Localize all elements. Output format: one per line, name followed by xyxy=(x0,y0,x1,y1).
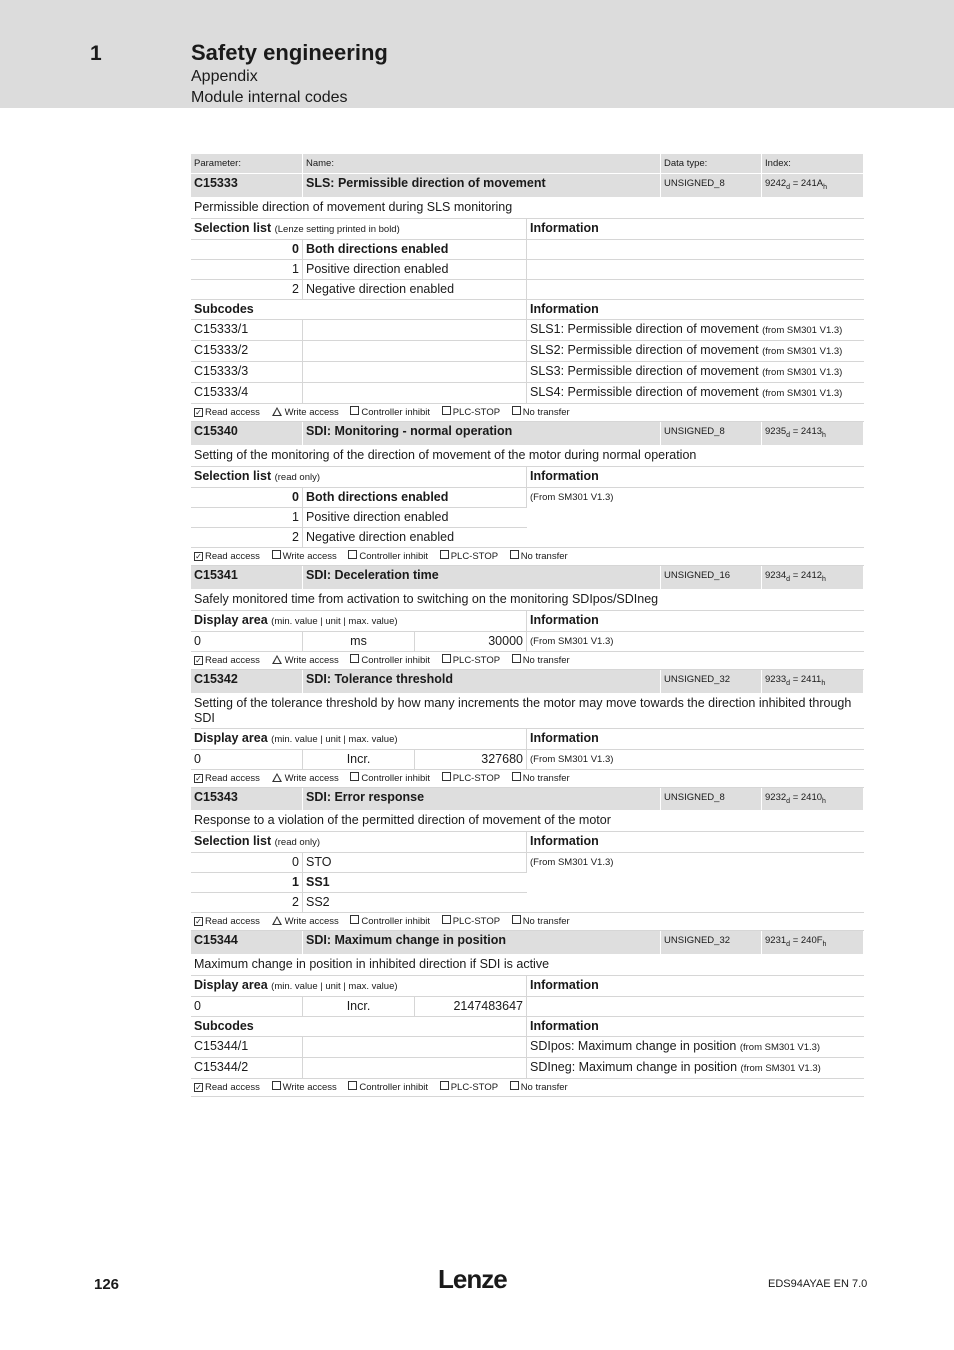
parameter-title-row: C15343 SDI: Error response UNSIGNED_8 $9232_d = 2410_h$ xyxy=(191,788,864,812)
selection-option: 1 Positive direction enabled xyxy=(191,508,864,528)
checkbox-icon xyxy=(350,915,359,924)
access-flags-row: ✓ Read access Write access Controller inhibit PLC-STOP No transfer xyxy=(191,770,864,788)
subcode-row: C15344/2 SDIneg: Maximum change in position (from SM301 V1.3) xyxy=(191,1058,864,1079)
parameter-description: Maximum change in position in inhibited direction if SDI is active xyxy=(191,955,864,976)
checkbox-icon xyxy=(350,406,359,415)
subcodes-heading: Subcodes xyxy=(191,300,527,320)
parameter-tables: Parameter: Name: Data type: Index: C15333 SLS: Permissible direction of movement UNSIGNED_8 $9242_d = 241A_h$ Permissible direction of movement during SLS monitoring Selection list (Lenze setting printed in bold) Information 0 Both directions enabled 1 Positive direction enabled 2 Negative direction enabled Subcodes Information C15333/1 SLS1: Permissible direction of movement (from SM301 V1.3) C15333/2 SLS2: Permissible direction of movement (from SM301 V1.3) C15333/3 SLS3: Permissible direction of movement (from SM301 V1.3) C15333/4 SLS4: Permissible direction of movement (from SM301 V1.3) ✓ Read access Write access Controller inhibit PLC-STOP No transfer C15340 SDI: Monitoring - normal operation UNSIGNED_8 $9235_d = 2413_h$ Setting of the monitoring of the direction of movement of the motor during normal operation Selection list (read only) Information 0 Both directions enabled (From SM301 V1.3) 1 Positive direction enabled 2 Negative direction enabled ✓ Read access Write access Controller inhibit PLC-STOP No transfer C15341 SDI: Deceleration time UNSIGNED_16 $9234_d = 2412_h$ Safely monitored time from activation to switching on the monitoring SDIpos/SDIneg Display area (min. value | unit | max. value) Information 0 ms 30000 (From SM301 V1.3) ✓ Read access Write access Controller inhibit PLC-STOP No transfer C15342 SDI: Tolerance threshold UNSIGNED_32 $9233_d = 2411_h$ Setting of the tolerance threshold by how many increments the motor may move towards the direction inhibited through SDI Display area (min. value | unit | max. value) Information 0 Incr. 327680 (From SM301 V1.3) ✓ Read access Write access Controller inhibit PLC-STOP No transfer C15343 SDI: Error response UNSIGNED_8 $9232_d = 2410_h$ Response to a violation of the permitted direction of movement of the motor Selection list (read only) Information 0 STO (From SM301 V1.3) 1 SS1 2 SS2 ✓ Read access Write access Controller inhibit PLC-STOP No transfer C15344 SDI: Maximum change in position UNSIGNED_32 $9231_d = 240F_h$ Maximum change in position in inhibited direction if SDI is active Display area (min. value | unit | max. value) Information 0 Incr. 2147483647 Subcodes Information C15344/1 SDIpos: Maximum change in position (from SM301 V1.3) C15344/2 SDIneg: Maximum change in position (from SM301 V1.3) ✓ Read access Write access Controller inhibit PLC-STOP No transfer xyxy=(191,154,864,1097)
checkbox-icon xyxy=(440,550,449,559)
display-area-row: 0 ms 30000 (From SM301 V1.3) xyxy=(191,632,864,652)
checkbox-icon xyxy=(512,915,521,924)
checkbox-icon xyxy=(512,654,521,663)
subcode-row: C15344/1 SDIpos: Maximum change in position (from SM301 V1.3) xyxy=(191,1037,864,1058)
display-area-row: 0 Incr. 2147483647 xyxy=(191,997,864,1017)
checked-checkbox-icon: ✓ xyxy=(195,655,202,665)
selection-option: 1 SS1 xyxy=(191,873,864,893)
page-subtitle: Appendix xyxy=(191,68,258,85)
display-area-row: 0 Incr. 327680 (From SM301 V1.3) xyxy=(191,750,864,770)
warning-icon xyxy=(272,655,282,664)
parameter-title-row: C15342 SDI: Tolerance threshold UNSIGNED_32 $9233_d = 2411_h$ xyxy=(191,670,864,694)
checked-checkbox-icon: ✓ xyxy=(195,917,202,927)
checkbox-icon xyxy=(348,1081,357,1090)
chapter-number: 1 xyxy=(90,42,102,65)
parameter-description: Response to a violation of the permitted direction of movement of the motor xyxy=(191,811,864,832)
selection-option: 0 Both directions enabled (From SM301 V1.3) xyxy=(191,488,864,508)
warning-icon xyxy=(272,407,282,416)
page-subtitle-2: Module internal codes xyxy=(191,89,348,106)
checked-checkbox-icon: ✓ xyxy=(195,773,202,783)
parameter-code: C15333 xyxy=(191,174,303,198)
parameter-title-row xyxy=(191,174,864,198)
parameter-title-row: C15341 SDI: Deceleration time UNSIGNED_16 $9234_d = 2412_h$ xyxy=(191,566,864,590)
checked-checkbox-icon: ✓ xyxy=(195,551,202,561)
checked-checkbox-icon: ✓ xyxy=(195,407,202,417)
checkbox-icon xyxy=(350,772,359,781)
parameter-description: Setting of the tolerance threshold by how many increments the motor may move towards the direction inhibited through SDI xyxy=(191,694,864,729)
checkbox-icon xyxy=(272,550,281,559)
page-header-band xyxy=(0,0,954,108)
checkbox-icon xyxy=(512,406,521,415)
selection-option: 0 Both directions enabled xyxy=(191,240,864,260)
checkbox-icon xyxy=(510,1081,519,1090)
selection-option: 2 Negative direction enabled xyxy=(191,528,864,548)
access-flags-row: ✓ Read access Write access Controller inhibit PLC-STOP No transfer xyxy=(191,404,864,422)
checked-checkbox-icon: ✓ xyxy=(195,1083,202,1093)
selection-option: 2 Negative direction enabled xyxy=(191,280,864,300)
selection-option: 2 SS2 xyxy=(191,893,864,913)
parameter-title-row: C15340 SDI: Monitoring - normal operation UNSIGNED_8 $9235_d = 2413_h$ xyxy=(191,422,864,446)
parameter-name: SLS: Permissible direction of movement xyxy=(303,174,661,198)
lenze-logo: Lenze xyxy=(438,1264,507,1294)
parameter-title-row: C15344 SDI: Maximum change in position UNSIGNED_32 $9231_d = 240F_h$ xyxy=(191,931,864,955)
checkbox-icon xyxy=(442,915,451,924)
checkbox-icon xyxy=(272,1081,281,1090)
parameter-index: $9242_d = 241A_h$ xyxy=(762,174,864,198)
parameter-header-row: Parameter: Name: Data type: Index: xyxy=(191,154,864,174)
subcode-row: C15333/2 SLS2: Permissible direction of movement (from SM301 V1.3) xyxy=(191,341,864,362)
warning-icon xyxy=(272,773,282,782)
selection-option: 1 Positive direction enabled xyxy=(191,260,864,280)
access-flags-row: ✓ Read access Write access Controller inhibit PLC-STOP No transfer xyxy=(191,913,864,931)
subcode-row: C15333/1 SLS1: Permissible direction of movement (from SM301 V1.3) xyxy=(191,320,864,341)
parameter-description: Setting of the monitoring of the direction of movement of the motor during normal operation xyxy=(191,446,864,467)
subcode-row: C15333/3 SLS3: Permissible direction of movement (from SM301 V1.3) xyxy=(191,362,864,383)
selection-option: 0 STO (From SM301 V1.3) xyxy=(191,853,864,873)
checkbox-icon xyxy=(512,772,521,781)
warning-icon xyxy=(272,916,282,925)
page-title: Safety engineering xyxy=(191,40,388,65)
selection-list-heading: Selection list (Lenze setting printed in bold) xyxy=(191,219,527,240)
parameter-description: Safely monitored time from activation to switching on the monitoring SDIpos/SDIneg xyxy=(191,590,864,611)
access-flags-row: ✓ Read access Write access Controller inhibit PLC-STOP No transfer xyxy=(191,652,864,670)
subcode-row: C15333/4 SLS4: Permissible direction of movement (from SM301 V1.3) xyxy=(191,383,864,404)
parameter-description: Permissible direction of movement during SLS monitoring xyxy=(191,198,864,219)
checkbox-icon xyxy=(510,550,519,559)
document-id: EDS94AYAE EN 7.0 xyxy=(768,1278,868,1290)
access-flags-row: ✓ Read access Write access Controller inhibit PLC-STOP No transfer xyxy=(191,1079,864,1097)
checkbox-icon xyxy=(442,406,451,415)
checkbox-icon xyxy=(442,654,451,663)
information-heading: Information xyxy=(527,219,864,240)
checkbox-icon xyxy=(350,654,359,663)
access-flags-row: ✓ Read access Write access Controller inhibit PLC-STOP No transfer xyxy=(191,548,864,566)
data-type: UNSIGNED_8 xyxy=(661,174,762,198)
page-number: 126 xyxy=(94,1276,120,1293)
checkbox-icon xyxy=(442,772,451,781)
display-area-heading: Display area (min. value | unit | max. value) xyxy=(191,611,527,632)
checkbox-icon xyxy=(348,550,357,559)
checkbox-icon xyxy=(440,1081,449,1090)
